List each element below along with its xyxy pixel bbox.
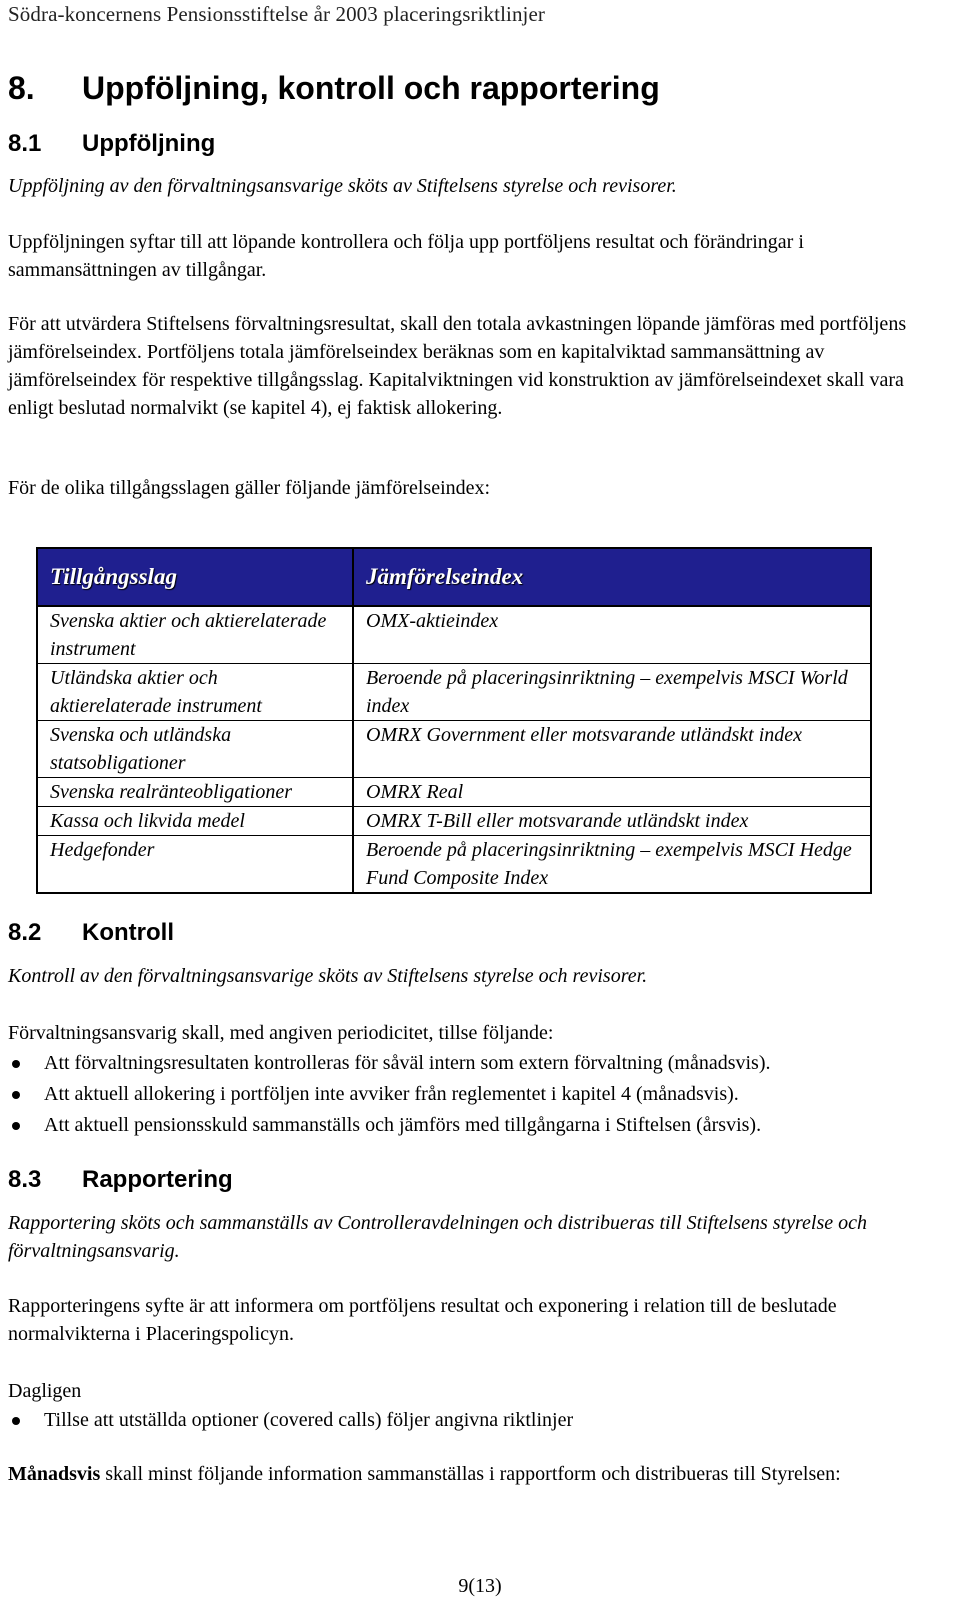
asset-class-cell: Svenska och utländska statsobligationer <box>37 721 353 778</box>
table-row <box>37 664 871 721</box>
benchmark-cell: OMRX Real <box>353 778 871 807</box>
s81-paragraph-3: För de olika tillgångsslagen gäller följande jämförelseindex: <box>8 477 491 499</box>
s83-intro: Rapportering sköts och sammanställs av Controlleravdelningen och distribueras till Stiftelsens styrelse och förvaltningsansvarig. <box>8 1212 868 1262</box>
monthly-paragraph <box>8 1460 928 1488</box>
section-title: Uppföljning, kontroll och rapportering <box>82 70 660 106</box>
running-header: Södra-koncernens Pensionsstiftelse år 2003 placeringsriktlinjer <box>8 2 546 26</box>
bullet-icon <box>12 1091 20 1099</box>
section-8-2-heading <box>8 919 174 947</box>
monthly-label: Månadsvis <box>8 1463 101 1485</box>
list-item <box>8 1405 573 1436</box>
table-row <box>37 606 871 664</box>
s82-intro: Kontroll av den förvaltningsansvarige sköts av Stiftelsens styrelse och revisorer. <box>8 965 648 987</box>
list-item-text: Tillse att utställda optioner (covered calls) följer angivna riktlinjer <box>44 1409 574 1431</box>
section-title: Rapportering <box>82 1166 233 1193</box>
list-item <box>8 1110 770 1141</box>
benchmark-cell: OMRX Government eller motsvarande utländskt index <box>353 721 871 778</box>
daily-bullet-list <box>8 1405 573 1436</box>
section-number: 8.1 <box>8 130 42 157</box>
section-8-1-heading <box>8 130 215 158</box>
list-item <box>8 1048 770 1079</box>
index-table <box>36 547 872 894</box>
s81-paragraph-1: Uppföljningen syftar till att löpande kontrollera och följa upp portföljens resultat och förändringar i sammansättningen av tillgångar. <box>8 231 804 281</box>
s81-paragraph-2: För att utvärdera Stiftelsens förvaltningsresultat, skall den totala avkastningen löpande jämföras med portföljens jämförelseindex. Portföljens totala jämförelseindex beräknas som en kapitalviktad sammansättning av jämförelseindex för respektive tillgångsslag. Kapitalviktningen vid konstruktion av jämförelseindexet skall vara enligt beslutad normalvikt (se kapitel 4), ej faktisk allokering. <box>8 313 907 419</box>
asset-class-cell: Kassa och likvida medel <box>37 807 353 836</box>
s83-paragraph-1: Rapporteringens syfte är att informera om portföljens resultat och exponering i relation till de beslutade normalvikterna i Placeringspolicyn. <box>8 1295 837 1345</box>
benchmark-cell: OMX-aktieindex <box>353 606 871 664</box>
list-item-text: Att förvaltningsresultaten kontrolleras för såväl intern som extern förvaltning (månadsvis). <box>44 1052 771 1074</box>
table-row <box>37 836 871 894</box>
section-number: 8. <box>8 70 35 106</box>
benchmark-cell: Beroende på placeringsinriktning – exempelvis MSCI World index <box>353 664 871 721</box>
s81-intro: Uppföljning av den förvaltningsansvarige sköts av Stiftelsens styrelse och revisorer. <box>8 175 677 197</box>
asset-class-cell: Hedgefonder <box>37 836 353 894</box>
list-item-text: Att aktuell pensionsskuld sammanställs och jämförs med tillgångarna i Stiftelsen (årsvis). <box>44 1114 762 1136</box>
asset-class-cell: Svenska aktier och aktierelaterade instrument <box>37 606 353 664</box>
monthly-text: skall minst följande information sammanställas i rapportform och distribueras till Styrelsen: <box>100 1463 841 1485</box>
asset-class-cell: Svenska realränteobligationer <box>37 778 353 807</box>
table-row <box>37 807 871 836</box>
section-number: 8.2 <box>8 919 42 946</box>
section-number: 8.3 <box>8 1166 42 1193</box>
column-header-benchmark: Jämförelseindex <box>353 548 871 606</box>
table-row <box>37 721 871 778</box>
list-item <box>8 1079 770 1110</box>
bullet-icon <box>12 1417 20 1425</box>
section-title: Uppföljning <box>82 130 216 157</box>
table-header-row <box>37 548 871 606</box>
list-item-text: Att aktuell allokering i portföljen inte avviker från reglementet i kapitel 4 (månadsvis). <box>44 1083 739 1105</box>
section-title: Kontroll <box>82 919 174 946</box>
bullet-icon <box>12 1060 20 1068</box>
table-row <box>37 778 871 807</box>
s82-lead: Förvaltningsansvarig skall, med angiven periodicitet, tillse följande: <box>8 1022 554 1044</box>
asset-class-cell: Utländska aktier och aktierelaterade instrument <box>37 664 353 721</box>
daily-label: Dagligen <box>8 1380 82 1402</box>
column-header-asset-class: Tillgångsslag <box>37 548 353 606</box>
benchmark-cell: OMRX T-Bill eller motsvarande utländskt index <box>353 807 871 836</box>
s82-bullet-list <box>8 1048 770 1141</box>
bullet-icon <box>12 1122 20 1130</box>
page-number: 9(13) <box>458 1575 502 1597</box>
section-8-heading <box>8 70 660 107</box>
benchmark-cell: Beroende på placeringsinriktning – exempelvis MSCI Hedge Fund Composite Index <box>353 836 871 894</box>
section-8-3-heading <box>8 1166 233 1194</box>
